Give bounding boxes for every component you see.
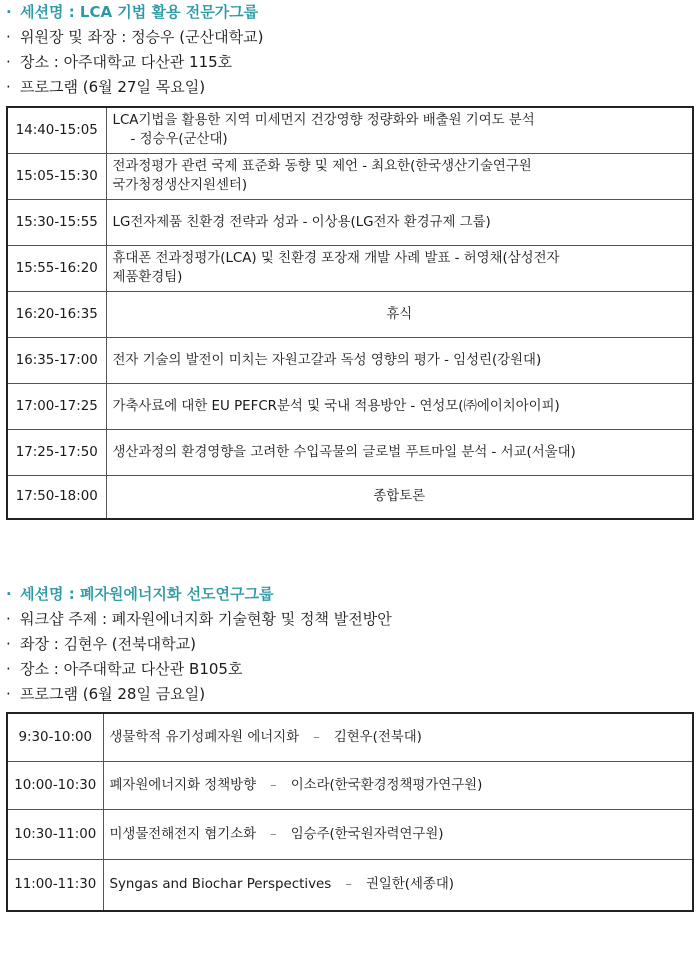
bullet-icon: · [6,660,11,678]
bullet-icon: · [6,610,11,628]
time-cell: 17:25-17:50 [7,429,106,475]
program-text-continued: - 정승우(군산대) [130,132,228,148]
program-cell [103,859,693,911]
table-row [7,761,693,809]
program-cell [103,713,693,761]
bullet-icon: · [6,3,12,21]
program-text: 생산과정의 환경영향을 고려한 수입곡물의 글로벌 푸트마일 분석 - 서교(서울대) [112,444,576,460]
program-cell [106,383,693,429]
table-row [7,383,693,429]
program-cell [103,809,693,859]
table-row [7,245,693,291]
bullet-icon: · [6,28,11,46]
program-cell [106,107,693,153]
session-2-chair: · 좌장 : 김현우 (전북대학교) [6,632,196,656]
time-cell: 16:35-17:00 [7,337,106,383]
program-text: LCA기법을 활용한 지역 미세먼지 건강영향 정량화와 배출원 기여도 분석 [112,113,535,129]
session-2-title: · 세션명 : 폐자원에너지화 선도연구그룹 [6,582,274,606]
time-cell: 15:30-15:55 [7,199,106,245]
program-cell [106,153,693,199]
speaker: 이소라(한국환경정책평가연구원) [290,777,483,793]
program-text: 휴식 [386,306,413,322]
table-row [7,475,693,519]
speaker: 김현우(전북대) [333,729,422,745]
talk-title: 미생물전해전지 혐기소화 [109,826,257,842]
program-cell [106,199,693,245]
table-row [7,107,693,153]
program-cell [106,429,693,475]
program-text: 가축사료에 대한 EU PEFCR분석 및 국내 적용방안 - 연성모(㈜에이치아이피) [112,398,560,414]
separator-dash: – [270,777,277,793]
time-cell: 11:00-11:30 [7,859,103,911]
time-cell: 10:00-10:30 [7,761,103,809]
program-text: 휴대폰 전과정평가(LCA) 및 친환경 포장재 개발 사례 발표 - 허영채(삼성전자 [112,251,560,266]
separator-dash: – [313,729,320,745]
session-2-program: · 프로그램 (6월 28일 금요일) [6,682,205,706]
bullet-icon: · [6,685,11,703]
session-1-venue: · 장소 : 아주대학교 다산관 115호 [6,50,232,74]
time-cell: 10:30-11:00 [7,809,103,859]
talk-title: Syngas and Biochar Perspectives [109,877,332,893]
session-1-schedule-table [6,106,694,520]
program-text: 전과정평가 관련 국제 표준화 동향 및 제언 - 최요한(한국생산기술연구원 [112,159,532,174]
table-row [7,809,693,859]
table-row [7,859,693,911]
table-row [7,337,693,383]
table-row [7,291,693,337]
program-text: 종합토론 [373,489,426,505]
program-text-continued: 국가청정생산지원센터) [112,178,248,193]
time-cell: 14:40-15:05 [7,107,106,153]
program-cell [106,475,693,519]
bullet-icon: · [6,585,12,603]
speaker: 권일한(세종대) [365,877,455,893]
table-row [7,153,693,199]
table-row [7,429,693,475]
time-cell: 9:30-10:00 [7,713,103,761]
time-cell: 17:50-18:00 [7,475,106,519]
time-cell: 15:05-15:30 [7,153,106,199]
session-2-venue: · 장소 : 아주대학교 다산관 B105호 [6,657,242,681]
session-1-program: · 프로그램 (6월 27일 목요일) [6,75,205,99]
program-text-continued: 제품환경팀) [112,270,183,285]
time-cell: 17:00-17:25 [7,383,106,429]
speaker: 임승주(한국원자력연구원) [290,826,444,842]
bullet-icon: · [6,53,11,71]
separator-dash: – [270,826,277,842]
session-1-chair: · 위원장 및 좌장 : 정승우 (군산대학교) [6,25,263,49]
time-cell: 15:55-16:20 [7,245,106,291]
bullet-icon: · [6,635,11,653]
program-cell [103,761,693,809]
time-cell: 16:20-16:35 [7,291,106,337]
program-text: LG전자제품 친환경 전략과 성과 - 이상용(LG전자 환경규제 그룹) [112,214,491,230]
talk-title: 폐자원에너지화 정책방향 [109,777,257,793]
program-cell [106,291,693,337]
program-cell [106,245,693,291]
talk-title: 생물학적 유기성폐자원 에너지화 [109,729,300,745]
session-2-theme: · 워크샵 주제 : 폐자원에너지화 기술현황 및 정책 발전방안 [6,607,392,631]
session-2-schedule-table [6,712,694,912]
program-text: 전자 기술의 발전이 미치는 자원고갈과 독성 영향의 평가 - 임성린(강원대) [112,352,542,368]
program-cell [106,337,693,383]
table-row [7,199,693,245]
table-row [7,713,693,761]
separator-dash: – [345,877,352,893]
bullet-icon: · [6,78,11,96]
session-1-title: · 세션명 : LCA 기법 활용 전문가그룹 [6,0,258,24]
